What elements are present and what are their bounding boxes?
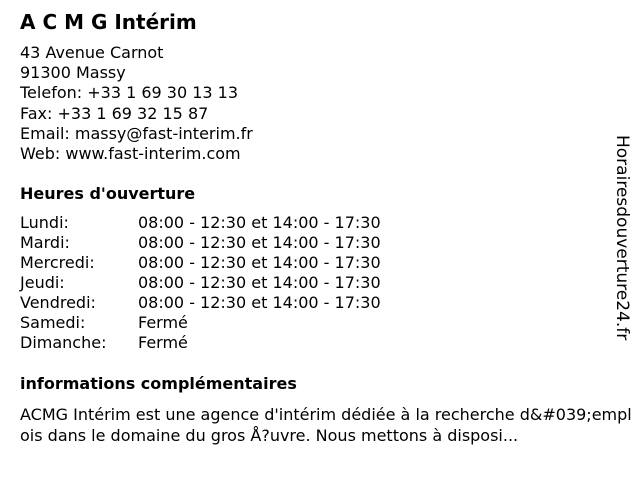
day-label: Samedi:	[20, 313, 86, 332]
day-hours: 08:00 - 12:30 et 14:00 - 17:30	[138, 273, 381, 292]
day-label: Lundi:	[20, 213, 69, 232]
day-label: Dimanche:	[20, 333, 107, 352]
day-hours: 08:00 - 12:30 et 14:00 - 17:30	[138, 213, 381, 232]
day-hours: Fermé	[138, 333, 188, 352]
site-watermark: Horairesdouverture24.fr	[612, 135, 632, 341]
email-address: Email: massy@fast-interim.fr	[20, 123, 253, 143]
business-title: A C M G Intérim	[20, 10, 197, 34]
city-postal: 91300 Massy	[20, 63, 126, 83]
day-label: Mercredi:	[20, 253, 95, 272]
day-hours: 08:00 - 12:30 et 14:00 - 17:30	[138, 293, 381, 312]
address-block	[20, 43, 253, 164]
opening-hours-heading: Heures d'ouverture	[20, 184, 196, 203]
day-hours: Fermé	[138, 313, 188, 332]
business-description: ACMG Intérim est une agence d'intérim dédiée à la recherche d&#039;emplois dans le domaine du gros Å?uvre. Nous mettons à disposi...	[20, 405, 632, 445]
fax-number: Fax: +33 1 69 32 15 87	[20, 103, 209, 123]
street-address: 43 Avenue Carnot	[20, 43, 164, 62]
day-hours: 08:00 - 12:30 et 14:00 - 17:30	[138, 253, 381, 272]
day-hours: 08:00 - 12:30 et 14:00 - 17:30	[138, 233, 381, 252]
phone-number: Telefon: +33 1 69 30 13 13	[20, 83, 239, 103]
additional-info-heading: informations complémentaires	[20, 374, 297, 393]
website: Web: www.fast-interim.com	[20, 144, 241, 164]
day-label: Vendredi:	[20, 293, 96, 312]
day-label: Mardi:	[20, 233, 70, 252]
day-label: Jeudi:	[20, 273, 65, 292]
